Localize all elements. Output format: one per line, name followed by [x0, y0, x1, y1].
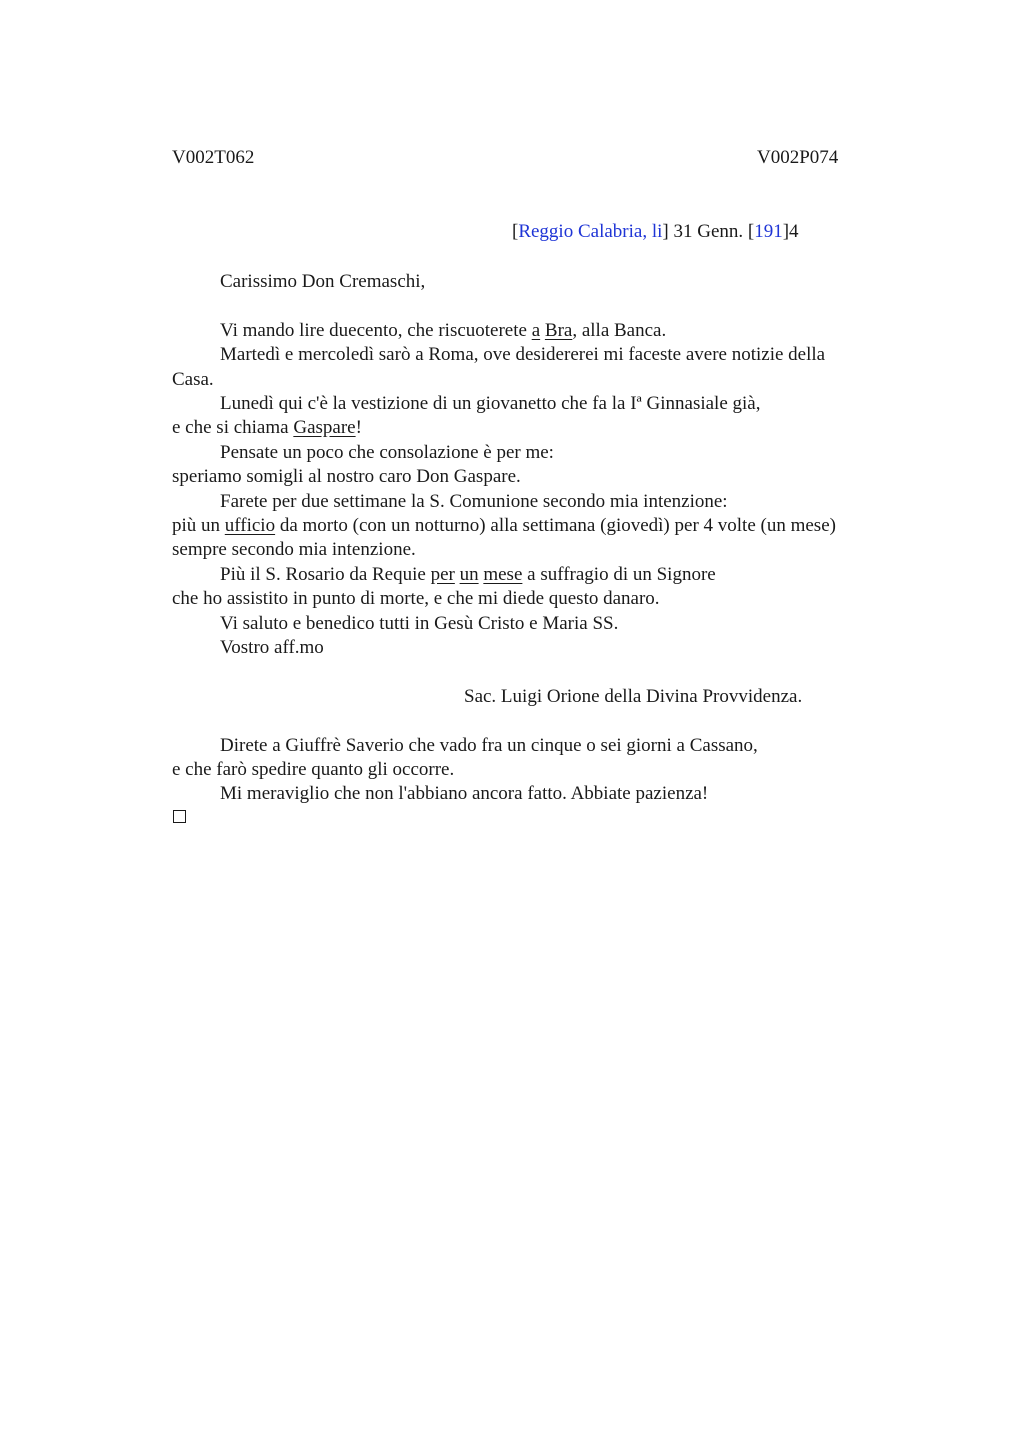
text-run: più un	[172, 515, 225, 537]
postscript-line-2: e che farò spedire quanto gli occorre.	[172, 759, 455, 781]
dateline-place: Reggio Calabria, li	[518, 221, 663, 242]
text-run: Vi mando lire duecento, che riscuoterete	[220, 319, 532, 341]
paragraph-4-line-1: Pensate un poco che consolazione è per me:	[220, 441, 554, 463]
postscript-line-3: Mi meraviglio che non l'abbiano ancora fatto. Abbiate pazienza!	[220, 783, 709, 805]
dateline-date: ] 31 Genn. [	[662, 221, 755, 242]
paragraph-4-line-2: speriamo somigli al nostro caro Don Gaspare.	[172, 466, 521, 488]
dateline-year-part: 191	[754, 221, 783, 242]
paragraph-5-line-3: sempre secondo mia intenzione.	[172, 539, 416, 561]
paragraph-1-line	[172, 319, 897, 343]
salutation: Carissimo Don Cremaschi,	[220, 271, 426, 292]
paragraph-5-line-1: Farete per due settimane la S. Comunione secondo mia intenzione:	[220, 490, 728, 512]
underlined-word: ufficio	[224, 515, 276, 537]
text-run: a suffragio di un Signore	[522, 563, 716, 585]
underlined-word: a	[531, 319, 541, 341]
dateline-bracket-open: [	[512, 221, 519, 242]
underlined-word: Bra	[544, 319, 573, 341]
paragraph-3-line-2	[172, 416, 897, 440]
postscript-line-1: Direte a Giuffrè Saverio che vado fra un cinque o sei giorni a Cassano,	[220, 734, 758, 756]
underlined-word: un	[459, 563, 479, 585]
underlined-word: per	[430, 563, 455, 585]
signature: Sac. Luigi Orione della Divina Provvidenza.	[464, 685, 803, 707]
text-run: da morto (con un notturno) alla settimana (giovedì) per 4 volte (un mese)	[275, 515, 836, 537]
text-run: e che si chiama	[172, 417, 294, 439]
paragraph-6-line-1	[172, 563, 897, 587]
dateline	[512, 221, 799, 243]
document-code-left: V002T062	[172, 147, 255, 168]
letter-body	[172, 270, 897, 807]
underlined-word: Gaspare	[293, 417, 356, 439]
paragraph-2-line-1: Martedì e mercoledì sarò a Roma, ove desidererei mi faceste avere notizie della	[220, 344, 826, 366]
text-run: , alla Banca.	[572, 319, 667, 341]
paragraph-2-line-2: Casa.	[172, 368, 214, 390]
paragraph-3-line-1: Lunedì qui c'è la vestizione di un giovanetto che fa la Iª Ginnasiale già,	[220, 393, 761, 415]
paragraph-6-line-2: che ho assistito in punto di morte, e che mi diede questo danaro.	[172, 588, 660, 610]
paragraph-5-line-2	[172, 514, 897, 538]
dateline-year-end: ]4	[782, 221, 799, 242]
underlined-word: mese	[483, 563, 523, 585]
text-run: Più il S. Rosario da Requie	[220, 563, 431, 585]
text-run: !	[355, 417, 362, 439]
paragraph-7: Vi saluto e benedico tutti in Gesù Cristo e Maria SS.	[220, 612, 619, 634]
page-code-right: V002P074	[757, 147, 839, 168]
closing: Vostro aff.mo	[220, 637, 324, 659]
end-marker-box-icon	[173, 810, 186, 823]
